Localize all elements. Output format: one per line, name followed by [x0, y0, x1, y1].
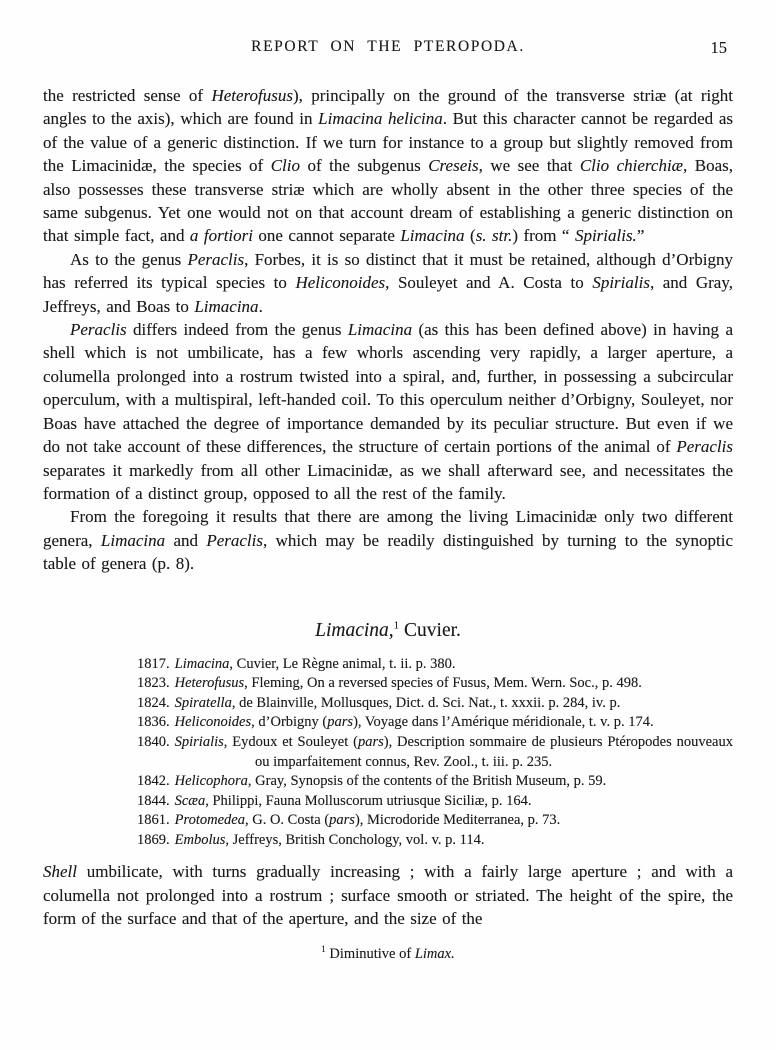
main-text	[43, 84, 733, 576]
synonymy-entry: 1824. Spiratella, de Blainville, Mollusques, Dict. d. Sci. Nat., t. xxxii. p. 284, iv. p.	[137, 694, 621, 711]
synonymy-entry: 1869. Embolus, Jeffreys, British Conchology, vol. v. p. 114.	[137, 831, 485, 848]
page-number: 15	[710, 38, 727, 57]
paragraph-3: Peraclis differs indeed from the genus Limacina (as this has been defined above) in having a shell which is not umbilicate, has a few whorls ascending very rapidly, a larger aperture, a columella prolonged into a rostrum twisted into a spiral, and, further, in possessing a subcircular operculum, with a multispiral, left-handed coil. To this operculum neither d’Orbigny, Souleyet, nor Boas have attached the degree of importance demanded by its peculiar structure. But even if we do not take account of these differences, the structure of certain portions of the animal of Peraclis separates it markedly from all other Limacinidæ, as we shall afterward see, and necessitates the formation of a distinct group, opposed to all the rest of the family.	[43, 320, 733, 503]
synonymy-entry: 1823. Heterofusus, Fleming, On a reversed species of Fusus, Mem. Wern. Soc., p. 498.	[137, 675, 642, 692]
running-title: REPORT ON THE PTEROPODA.	[251, 38, 525, 55]
synonymy-list	[137, 655, 733, 851]
genus-heading: Limacina,$^1$ Cuvier.	[315, 619, 461, 641]
synonymy-entry: 1840. Spirialis, Eydoux et Souleyet (pars), Description sommaire de plusieurs Ptéropodes nouveaux ou imparfaitement connus, Rev. Zool., t. iii. p. 235.	[137, 733, 733, 770]
footnote: $^1$ Diminutive of Limax.	[321, 943, 455, 962]
synonymy-entry: 1844. Scæa, Philippi, Fauna Molluscorum utriusque Siciliæ, p. 164.	[137, 792, 532, 809]
paragraph-1: the restricted sense of Heterofusus), principally on the ground of the transverse striæ (at right angles to the axis), which are found in Limacina helicina. But this character cannot be regarded as of the value of a generic distinction. If we turn for instance to a group but slightly removed from the Limacinidæ, the species of Clio of the subgenus Creseis, we see that Clio chierchiæ, Boas, also possesses these transverse striæ which are wholly absent in the other three species of the same subgenus. Yet one would not on that account dream of establishing a generic distinction on that simple fact, and a fortiori one cannot separate Limacina (s. str.) from “ Spirialis.”	[43, 86, 734, 246]
synonymy-entry: 1836. Heliconoides, d’Orbigny (pars), Voyage dans l’Amérique méridionale, t. v. p. 174.	[137, 714, 654, 731]
page-header	[43, 38, 733, 60]
shell-description-paragraph: Shell umbilicate, with turns gradually increasing ; with a fairly large aperture ; and with a columella not prolonged into a rostrum ; surface smooth or striated. The height of the spire, the form of the surface and that of the aperture, and the size of the	[43, 862, 733, 929]
synonymy-entry: 1842. Helicophora, Gray, Synopsis of the contents of the British Museum, p. 59.	[137, 773, 607, 790]
synonymy-entry: 1817. Limacina, Cuvier, Le Règne animal, t. ii. p. 380.	[137, 655, 456, 672]
synonymy-entry: 1861. Protomedea, G. O. Costa (pars), Microdoride Mediterranea, p. 73.	[137, 812, 561, 829]
paragraph-2: As to the genus Peraclis, Forbes, it is so distinct that it must be retained, although d’Orbigny has referred its typical species to Heliconoides, Souleyet and A. Costa to Spirialis, and Gray, Jeffreys, and Boas to Limacina.	[43, 249, 733, 316]
paragraph-4: From the foregoing it results that there are among the living Limacinidæ only two different genera, Limacina and Peraclis, which may be readily distinguished by turning to the synoptic table of genera (p. 8).	[43, 507, 734, 574]
